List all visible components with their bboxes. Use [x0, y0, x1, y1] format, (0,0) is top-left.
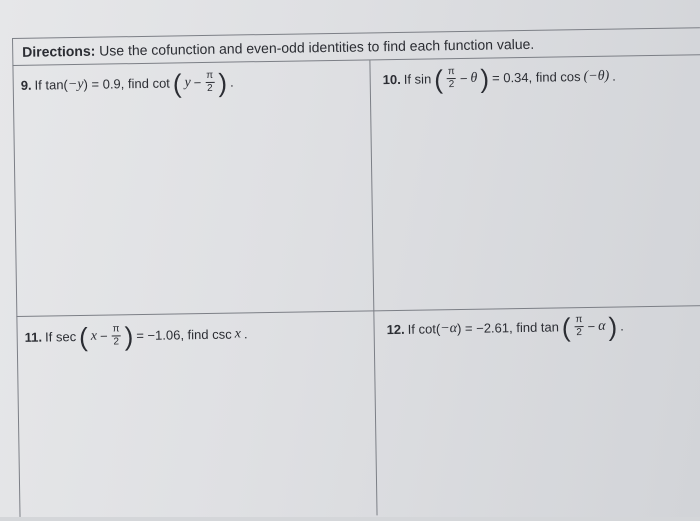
- fraction-denominator: 2: [113, 336, 120, 348]
- fraction-numerator: π: [206, 69, 214, 81]
- problem-lead: If cot(: [407, 321, 441, 337]
- problem-tail: .: [612, 68, 616, 84]
- right-paren: ): [608, 311, 618, 342]
- inner-op: −: [587, 318, 596, 334]
- inner-var: y: [184, 74, 191, 90]
- right-paren: ): [124, 320, 134, 351]
- problem-number: 11.: [24, 329, 43, 345]
- problem-mid: ) = 0.9, find cot: [83, 75, 170, 92]
- inner-var: θ: [470, 70, 478, 86]
- problem-tail: .: [243, 326, 248, 342]
- problem-arg: (−θ): [583, 68, 610, 84]
- problem-tail: .: [620, 318, 624, 334]
- worksheet: [12, 27, 700, 517]
- inner-op: −: [459, 70, 468, 86]
- fraction-numerator: π: [112, 323, 120, 335]
- left-paren: (: [78, 321, 89, 352]
- problem-number: 12.: [386, 321, 405, 338]
- problem-grid: [12, 27, 700, 517]
- fraction: [205, 71, 214, 94]
- fraction-numerator: π: [575, 314, 583, 326]
- problem-number: 9.: [20, 77, 32, 93]
- fraction: [447, 67, 456, 90]
- directions-label: Directions:: [22, 42, 96, 60]
- problem-number: 10.: [382, 71, 401, 88]
- left-paren: (: [561, 311, 571, 342]
- right-paren: ): [480, 63, 490, 94]
- problem-arg: −y: [67, 76, 84, 92]
- problem-mid: = −1.06, find csc: [136, 326, 232, 344]
- problem-mid: ) = −2.61, find tan: [456, 319, 560, 337]
- inner-op: −: [193, 75, 202, 91]
- problem-lead: If sec: [44, 329, 77, 345]
- directions-text: Use the cofunction and even-odd identities to find each function value.: [99, 35, 535, 59]
- problem-mid: = 0.34, find cos: [491, 69, 581, 86]
- fraction-numerator: π: [447, 66, 455, 78]
- inner-op: −: [99, 328, 108, 344]
- right-paren: ): [218, 67, 228, 98]
- inner-var: α: [598, 318, 606, 334]
- problem-lead: If tan(: [34, 77, 68, 93]
- problem-arg: −α: [440, 320, 458, 336]
- fraction-denominator: 2: [207, 82, 213, 94]
- problem-11: [24, 320, 248, 352]
- left-paren: (: [172, 67, 182, 98]
- fraction: [574, 315, 583, 338]
- problem-lead: If sin: [403, 71, 432, 87]
- problem-12: [386, 311, 624, 342]
- problem-target: x: [234, 325, 242, 342]
- problem-9: [20, 67, 234, 98]
- fraction-denominator: 2: [448, 79, 455, 91]
- fraction-denominator: 2: [576, 327, 583, 339]
- inner-var: x: [90, 328, 98, 344]
- left-paren: (: [434, 63, 444, 94]
- fraction: [111, 324, 120, 347]
- problem-10: [383, 65, 617, 92]
- problem-tail: .: [229, 74, 234, 90]
